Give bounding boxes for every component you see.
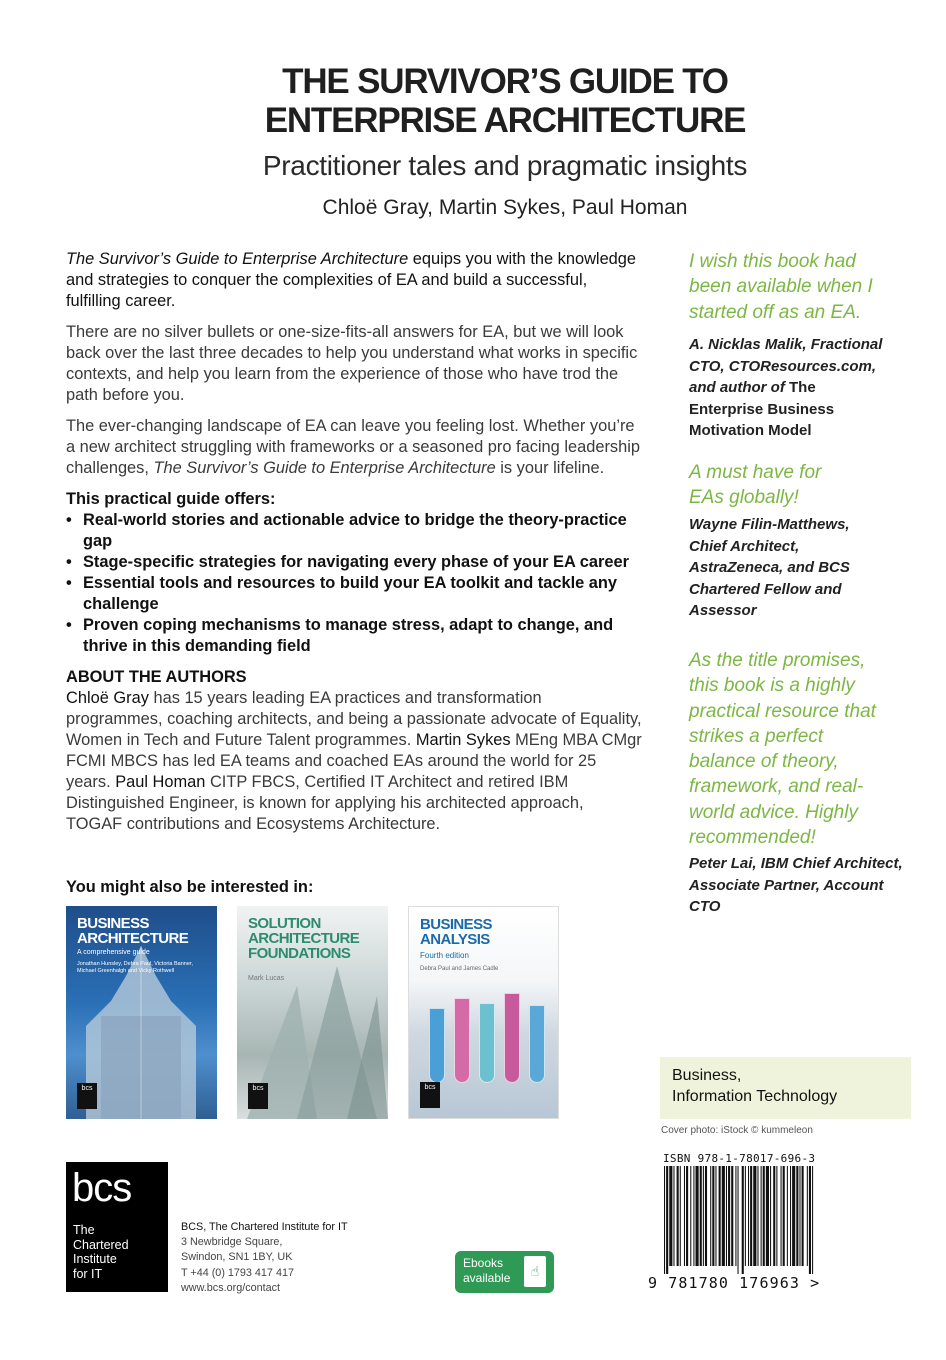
barcode-bar <box>812 1166 813 1274</box>
barcode-bar <box>693 1166 694 1266</box>
cover-title: BUSINESS ARCHITECTURE <box>77 915 189 947</box>
cover-credit: Cover photo: iStock © kummeleon <box>661 1125 813 1136</box>
barcode-bar <box>783 1166 785 1266</box>
barcode-bar <box>673 1166 674 1266</box>
book-subtitle: Practitioner tales and pragmatic insights <box>262 150 748 181</box>
barcode-bar <box>750 1166 752 1266</box>
barcode-bar <box>664 1166 665 1274</box>
barcode-bar <box>686 1166 688 1266</box>
title-line-2: ENTERPRISE ARCHITECTURE <box>264 101 746 140</box>
related-book-cover[interactable] <box>66 906 217 1119</box>
endorsement-attribution: Peter Lai, IBM Chief Architect, Associate Partner, Account CTO <box>689 855 903 916</box>
cover-authors: Jonathan Hunsley, Debra Paul, Victoria Banner, Michael Greenhalgh and Vicky Rothwell <box>77 961 193 974</box>
offers-heading: This practical guide offers: <box>66 490 276 508</box>
cover-subtitle: Fourth edition <box>420 951 469 960</box>
barcode-bar <box>809 1166 811 1274</box>
attribution-book-title: The Enterprise Business Motivation Model <box>689 379 835 440</box>
intro-paragraph-2: There are no silver bullets or one-size-fits-all answers for EA, but we will look back over the last three decades to help you understand what works in specific contexts, and help you learn from the experience of those who have trod the path before you. <box>66 323 638 404</box>
test-tube <box>504 993 520 1083</box>
barcode-bar <box>684 1166 685 1266</box>
barcode-bar <box>766 1166 769 1266</box>
barcode-bar <box>680 1166 681 1266</box>
barcode-bar <box>802 1166 804 1266</box>
list-item: • Real-world stories and actionable advice to bridge the theory-practice gap <box>66 510 642 552</box>
tagline-line: for IT <box>73 1266 103 1281</box>
barcode-bar <box>703 1166 704 1266</box>
bcs-cover-logo: bcs <box>77 1083 97 1109</box>
attribution-text: A. Nicklas Malik, Fractional CTO, CTOResources.com, and author of <box>689 336 883 397</box>
barcode-bar <box>690 1166 691 1266</box>
ebooks-line: Ebooks <box>463 1256 504 1270</box>
endorsement-quote: A must have for EAs globally! <box>689 462 822 509</box>
barcode-bar <box>726 1166 727 1266</box>
barcode <box>662 1166 818 1274</box>
related-book-cover[interactable] <box>408 906 559 1119</box>
intro-p3-title: The Survivor’s Guide to Enterprise Architecture <box>153 459 496 477</box>
author-bio: CITP FBCS, Certified IT Architect and retired IBM Distinguished Engineer, is known for applying his architected approach, TOGAF contributions and Ecosystems Architecture. <box>66 773 584 833</box>
barcode-bar <box>715 1166 716 1266</box>
bcs-logo-tagline <box>73 1223 129 1281</box>
phone-line: T +44 (0) 1793 417 417 <box>181 1266 294 1279</box>
barcode-bar <box>761 1166 762 1266</box>
barcode-bar <box>696 1166 699 1266</box>
test-tube <box>454 998 470 1083</box>
isbn-label: ISBN 978-1-78017-696-3 <box>663 1152 816 1165</box>
cover-subtitle: A comprehensive guide <box>77 949 150 956</box>
barcode-bar <box>677 1166 679 1266</box>
address-line: Swindon, SN1 1BY, UK <box>181 1251 293 1264</box>
bcs-cover-logo: bcs <box>420 1082 440 1108</box>
cover-title: SOLUTION ARCHITECTURE FOUNDATIONS <box>248 915 360 962</box>
ebooks-badge[interactable] <box>455 1251 554 1293</box>
tagline-line: The <box>73 1223 95 1237</box>
barcode-digits: 9 781780 176963 > <box>648 1274 821 1292</box>
barcode-bar <box>757 1166 758 1266</box>
barcode-bar <box>799 1166 800 1266</box>
book-title <box>0 62 946 140</box>
barcode-bar <box>748 1166 749 1266</box>
author-name: Paul Homan <box>115 773 206 791</box>
barcode-bar <box>742 1166 744 1274</box>
barcode-bar <box>790 1166 791 1266</box>
barcode-bar <box>763 1166 765 1266</box>
title-line-1: THE SURVIVOR’S GUIDE TO <box>282 62 728 101</box>
barcode-bar <box>745 1166 746 1266</box>
list-item: • Stage-specific strategies for navigating every phase of your EA career <box>66 552 642 573</box>
tagline-line: Chartered <box>73 1237 129 1252</box>
bcs-logo <box>66 1162 168 1292</box>
tagline-line: Institute <box>73 1252 117 1266</box>
author-bio: has 15 years leading EA practices and transformation programmes, coaching architects, and being a passionate advocate of Equality, Women in Tech and Future Talent programmes. <box>66 689 642 749</box>
barcode-bar <box>669 1166 672 1266</box>
test-tube <box>479 1003 495 1083</box>
test-tube <box>429 1008 445 1083</box>
barcode-bar <box>787 1166 788 1266</box>
endorsement-quote: I wish this book had been available when I started off as an EA. <box>689 251 873 323</box>
barcode-bar <box>731 1166 733 1266</box>
barcode-bar <box>781 1166 782 1266</box>
blurb-column <box>66 249 642 845</box>
endorsement-attribution <box>689 334 894 442</box>
barcode-bar <box>738 1166 739 1274</box>
test-tube <box>529 1005 545 1083</box>
barcode-bar <box>776 1166 777 1266</box>
offers-list <box>66 510 642 657</box>
offers-section <box>66 489 642 657</box>
book-authors: Chloë Gray, Martin Sykes, Paul Homan <box>322 196 688 219</box>
publisher-name: BCS, The Chartered Institute for IT <box>181 1221 348 1233</box>
category-line: Information Technology <box>672 1087 838 1105</box>
barcode-bar <box>722 1166 725 1266</box>
barcode-bar <box>735 1166 736 1266</box>
website-link[interactable]: www.bcs.org/contact <box>181 1281 281 1294</box>
barcode-bar <box>807 1166 808 1266</box>
related-book-cover[interactable] <box>237 906 388 1119</box>
barcode-bar <box>666 1166 668 1274</box>
ebooks-label <box>463 1256 510 1286</box>
barcode-bar <box>773 1166 775 1266</box>
cover-authors: Mark Lucas <box>248 975 285 982</box>
bcs-logo-text: bcs <box>72 1166 132 1210</box>
cover-authors: Debra Paul and James Cadle <box>420 966 499 972</box>
barcode-bar <box>796 1166 798 1266</box>
bcs-cover-logo: bcs <box>248 1083 268 1109</box>
e-reader-icon: ☝ <box>524 1256 546 1287</box>
list-item: • Proven coping mechanisms to manage stress, adapt to change, and thrive in this demanding field <box>66 615 642 657</box>
intro-p3-start: The ever-changing landscape of EA can leave you feeling lost. Whether you’re a new architect struggling with frameworks or a seasoned pro facing leadership challenges, <box>66 417 640 477</box>
cover-title: BUSINESS ANALYSIS <box>420 916 492 948</box>
intro-paragraph-3 <box>66 416 642 479</box>
barcode-bar <box>770 1166 771 1266</box>
about-paragraph <box>66 688 642 835</box>
endorsement-attribution: Wayne Filin-Matthews, Chief Architect, AstraZeneca, and BCS Chartered Fellow and Assessor <box>689 516 850 620</box>
intro-p1-text: equips you with the knowledge and strategies to conquer the complexities of EA and build a successful, fulfilling career. <box>66 250 637 310</box>
barcode-bar <box>705 1166 707 1266</box>
about-heading: ABOUT THE AUTHORS <box>66 668 247 686</box>
list-item: • Essential tools and resources to build your EA toolkit and tackle any challenge <box>66 573 642 615</box>
barcode-bar <box>753 1166 756 1266</box>
intro-paragraph-1 <box>66 249 642 312</box>
category-line: Business, <box>672 1067 742 1084</box>
intro-p3-end: is your lifeline. <box>495 459 605 477</box>
barcode-bar <box>710 1166 711 1266</box>
address-line: 3 Newbridge Square, <box>181 1236 283 1249</box>
barcode-bar <box>700 1166 702 1266</box>
barcode-bar <box>719 1166 721 1266</box>
ebooks-line: available <box>463 1271 511 1285</box>
author-bio: MEng MBA CMgr FCMI MBCS has led EA teams and coached EAs around the world for 25 years. <box>66 731 642 791</box>
barcode-bar <box>728 1166 730 1266</box>
intro-book-title: The Survivor’s Guide to Enterprise Architecture <box>66 250 409 268</box>
author-name: Chloë Gray <box>66 689 149 707</box>
barcode-bar <box>792 1166 795 1266</box>
author-name: Martin Sykes <box>415 731 511 749</box>
endorsement-quote: As the title promises, this book is a highly practical resource that strikes a perfect balance of theory, framework, and real-world advice. Highly recommended! <box>689 650 876 849</box>
category-box <box>660 1057 911 1119</box>
barcode-bar <box>712 1166 714 1266</box>
related-heading: You might also be interested in: <box>66 878 314 896</box>
publisher-address <box>181 1220 348 1296</box>
